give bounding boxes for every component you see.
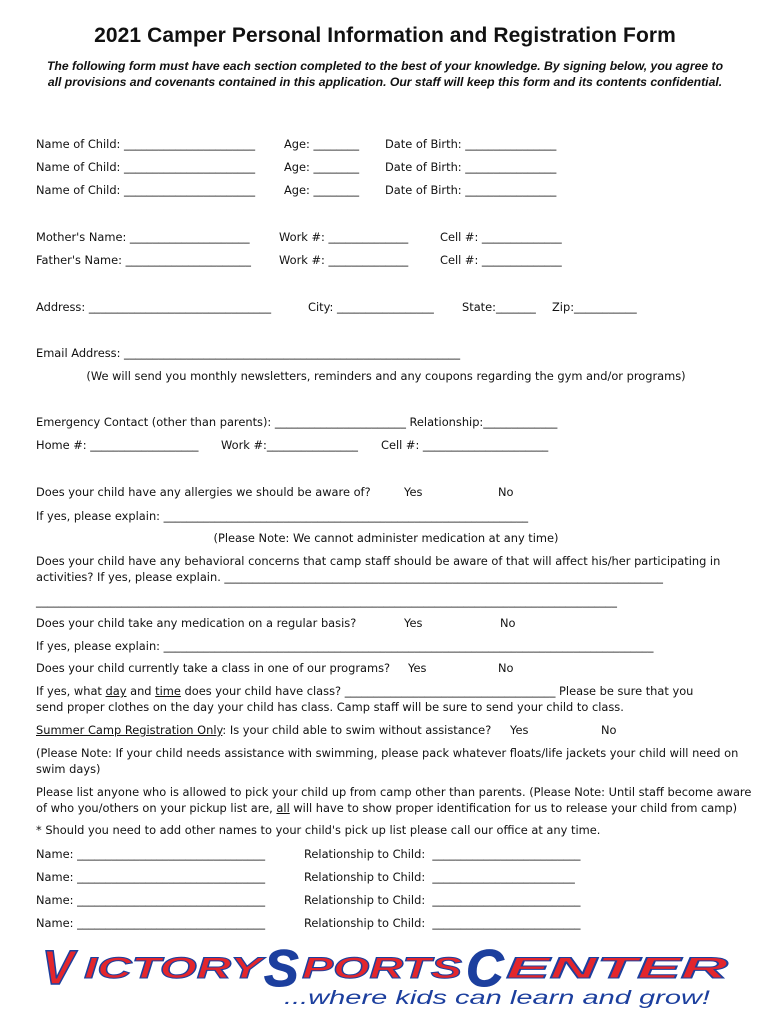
father-cell-field[interactable]: Cell #: ______________ [440,253,562,267]
father-work-field[interactable]: Work #: ______________ [279,253,409,267]
all-word: all [276,801,290,815]
pickup-name-field[interactable]: Name: _________________________________ [36,870,266,884]
email-field[interactable]: Email Address: ___________________________________________________________ [36,346,461,360]
pickup-relationship-field[interactable]: Relationship to Child: _________________________ [304,870,575,884]
logo-letter-c: C [466,944,504,998]
class-line-text: does your child have class? _____________________________________ Please be sure that you [180,684,694,698]
pickup-relationship-field[interactable]: Relationship to Child: __________________________ [304,893,581,907]
class-question: Does your child currently take a class in one of our programs? [36,661,391,675]
swim-question: : Is your child able to swim without assistance? [222,723,492,737]
medication-question: Does your child take any medication on a regular basis? [36,616,357,630]
mother-work-field[interactable]: Work #: ______________ [279,230,409,244]
allergies-explain-field[interactable]: If yes, please explain: ________________________________________________________________ [36,509,529,523]
email-note: (We will send you monthly newsletters, reminders and any coupons regarding the gym and/or programs) [86,369,686,383]
swim-question-line [36,723,491,737]
pickup-instructions [36,801,737,815]
allergies-yes-option[interactable]: Yes [404,485,423,499]
behavior-explain-line[interactable]: ______________________________________________________________________________________________________ [36,594,617,608]
summer-camp-label: Summer Camp Registration Only [36,723,223,737]
emergency-work-field[interactable]: Work #:________________ [221,438,358,452]
child-age-field[interactable]: Age: ________ [284,183,360,197]
child-name-field[interactable]: Name of Child: _______________________ [36,137,256,151]
emergency-cell-field[interactable]: Cell #: ______________________ [381,438,549,452]
pickup-name-field[interactable]: Name: _________________________________ [36,893,266,907]
swim-note: (Please Note: If your child needs assistance with swimming, please pack whatever floats/life jackets your child will need on [36,746,739,760]
child-dob-field[interactable]: Date of Birth: ________________ [385,137,557,151]
behavior-explain-field[interactable]: activities? If yes, please explain. _____________________________________________________________________________ [36,570,663,584]
logo-word-enter: ENTER [506,952,729,985]
logo-tagline: ...where kids can learn and grow! [284,988,712,1009]
pickup-relationship-field[interactable]: Relationship to Child: __________________________ [304,847,581,861]
child-dob-field[interactable]: Date of Birth: ________________ [385,160,557,174]
class-day-time-field[interactable] [36,684,693,698]
mother-cell-field[interactable]: Cell #: ______________ [440,230,562,244]
pickup-text: will have to show proper identification for us to release your child from camp) [289,801,738,815]
emergency-contact-field[interactable]: Emergency Contact (other than parents): _______________________ Relationship:_____________ [36,415,558,429]
behavior-question: Does your child have any behavioral concerns that camp staff should be aware of that will affect his/her participating in [36,554,721,568]
allergies-question: Does your child have any allergies we should be aware of? [36,485,371,499]
pickup-instructions: Please list anyone who is allowed to pick your child up from camp other than parents. (Please Note: Until staff become aware [36,785,752,799]
child-age-field[interactable]: Age: ________ [284,160,360,174]
zip-field[interactable]: Zip:___________ [552,300,637,314]
address-field[interactable]: Address: ________________________________ [36,300,272,314]
city-field[interactable]: City: _________________ [308,300,434,314]
medication-no-option[interactable]: No [500,616,516,630]
child-dob-field[interactable]: Date of Birth: ________________ [385,183,557,197]
swim-note: swim days) [36,762,101,776]
medication-note: (Please Note: We cannot administer medication at any time) [213,531,559,545]
pickup-name-field[interactable]: Name: _________________________________ [36,847,266,861]
father-name-field[interactable]: Father's Name: ______________________ [36,253,251,267]
logo-letter-v: V [42,944,75,995]
pickup-note: * Should you need to add other names to your child's pick up list please call our office at any time. [36,823,601,837]
form-intro: The following form must have each section completed to the best of your knowledge. By signing below, you agree to all provisions and covenants contained in this application. Our staff will keep this form and its contents confidential. [46,59,724,89]
state-field[interactable]: State:_______ [462,300,536,314]
logo-word-ports: PORTS [302,952,462,985]
day-word: day [105,684,127,698]
swim-yes-option[interactable]: Yes [510,723,529,737]
mother-name-field[interactable]: Mother's Name: _____________________ [36,230,250,244]
medication-yes-option[interactable]: Yes [404,616,423,630]
form-title: 2021 Camper Personal Information and Registration Form [94,24,676,47]
time-word: time [155,684,181,698]
class-no-option[interactable]: No [498,661,514,675]
class-line-text: and [126,684,156,698]
emergency-home-field[interactable]: Home #: ___________________ [36,438,199,452]
medication-explain-field[interactable]: If yes, please explain: ______________________________________________________________________________________ [36,639,654,653]
class-note: send proper clothes on the day your child has class. Camp staff will be sure to send your child to class. [36,700,624,714]
logo-word-ictory: ICTORY [84,952,267,985]
pickup-text: of who you/others on your pickup list are, [36,801,277,815]
logo-letter-s: S [264,944,299,998]
child-name-field[interactable]: Name of Child: _______________________ [36,183,256,197]
pickup-name-field[interactable]: Name: _________________________________ [36,916,266,930]
allergies-no-option[interactable]: No [498,485,514,499]
victory-sports-center-logo [36,944,736,1010]
child-name-field[interactable]: Name of Child: _______________________ [36,160,256,174]
class-line-text: If yes, what [36,684,106,698]
swim-no-option[interactable]: No [601,723,617,737]
pickup-relationship-field[interactable]: Relationship to Child: __________________________ [304,916,581,930]
class-yes-option[interactable]: Yes [408,661,427,675]
child-age-field[interactable]: Age: ________ [284,137,360,151]
